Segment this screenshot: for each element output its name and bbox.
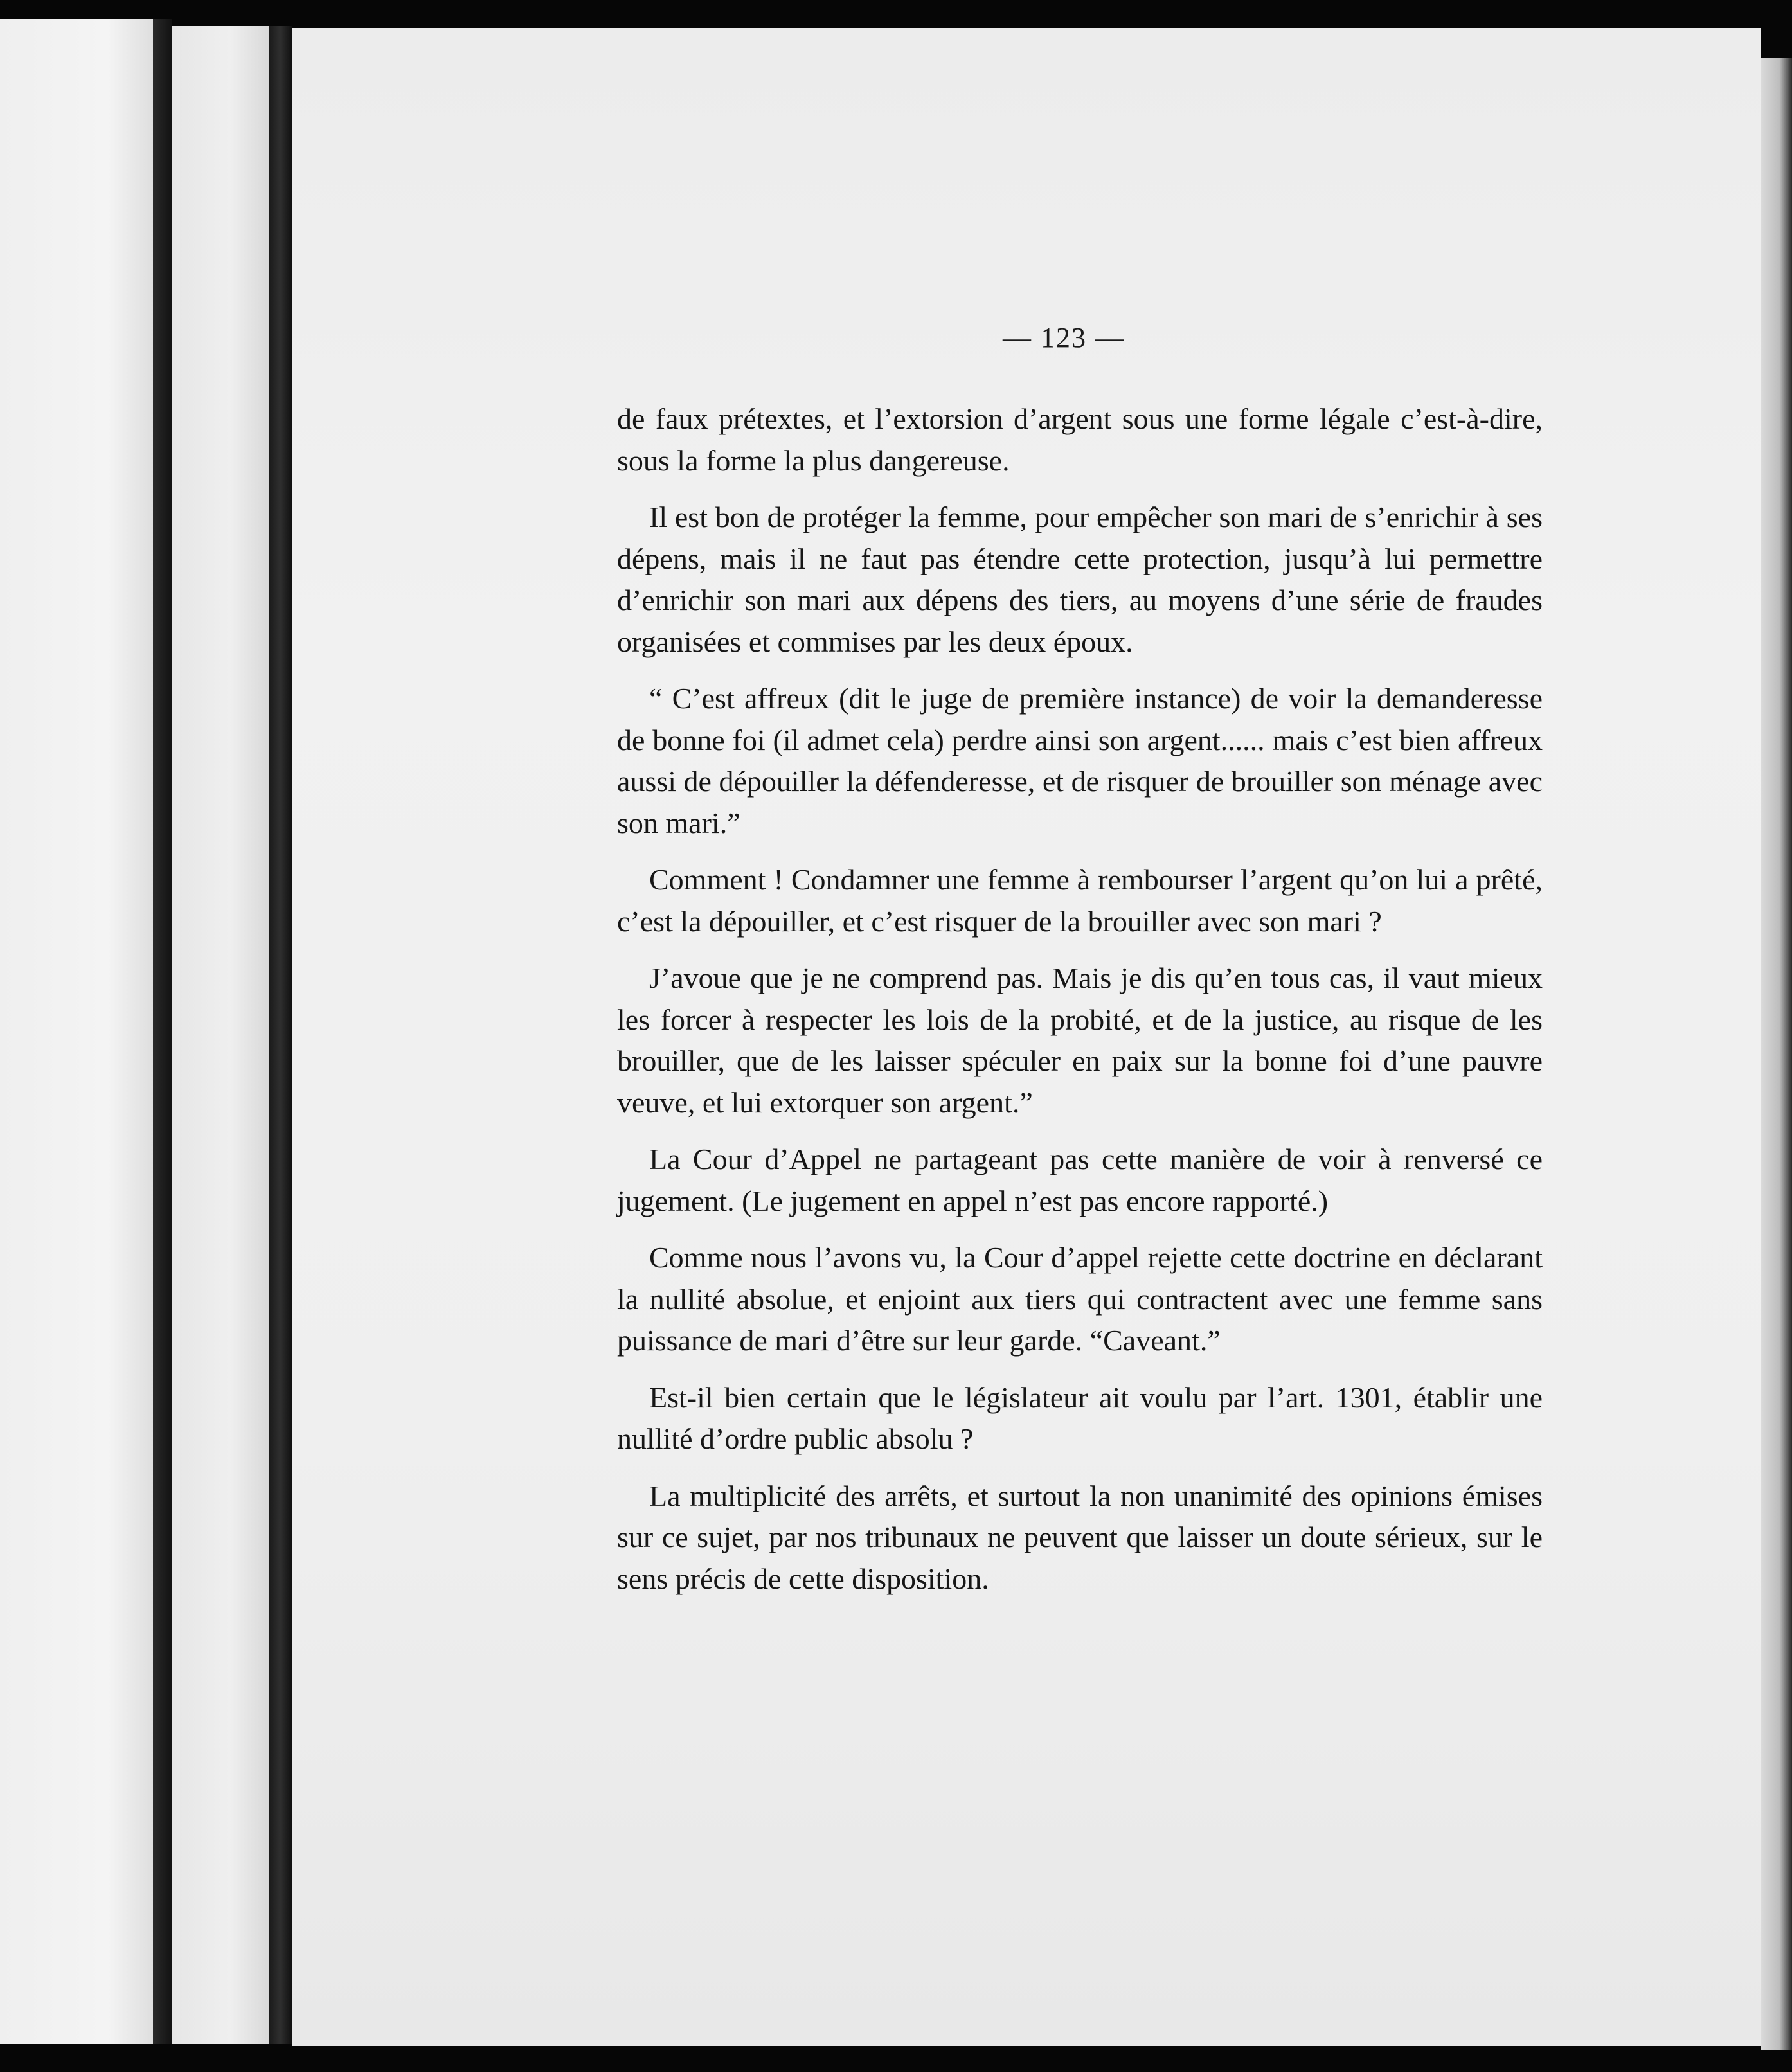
- paragraph: Il est bon de protéger la femme, pour empêcher son mari de s’enrichir à ses dépens, mais il ne faut pas étendre cette protection, jusqu’à lui permettre d’enrichir son mari aux dépens des tiers, au moyens d’une série de fraudes organisées et commises par les deux époux.: [617, 501, 1543, 658]
- paragraph: Comment ! Condamner une femme à rembourser l’argent qu’on lui a prêté, c’est la dépouiller, et c’est risquer de la brouiller avec son mari ?: [617, 863, 1543, 938]
- paragraph: Est-il bien certain que le législateur ait voulu par l’art. 1301, établir une nullité d’ordre public absolu ?: [617, 1380, 1543, 1455]
- page-body-text: [617, 398, 1543, 1615]
- binding-stub: [172, 26, 269, 2044]
- paragraph: “ C’est affreux (dit le juge de première instance) de voir la demanderesse de bonne foi (il admet cela) perdre ainsi son argent...... mais c’est bien affreux aussi de dépouiller la défenderesse, et de risquer de brouiller son ménage avec son mari.”: [617, 682, 1543, 839]
- binding-gutter: [269, 26, 292, 2044]
- paragraph: de faux prétextes, et l’extorsion d’argent sous une forme légale c’est-à-dire, sous la forme la plus dangereuse.: [617, 402, 1543, 477]
- left-page-edge-shadow: [153, 19, 172, 2044]
- right-page-edge: [1761, 58, 1792, 2050]
- paragraph: La multiplicité des arrêts, et surtout la non unanimité des opinions émises sur ce sujet, par nos tribunaux ne peuvent que laisser un doute sérieux, sur le sens précis de cette disposition.: [617, 1479, 1543, 1595]
- paragraph: La Cour d’Appel ne partageant pas cette manière de voir à renversé ce jugement. (Le jugement en appel n’est pas encore rapporté.): [617, 1143, 1543, 1217]
- left-facing-page: [0, 19, 154, 2044]
- paragraph: Comme nous l’avons vu, la Cour d’appel rejette cette doctrine en déclarant la nullité absolue, et enjoint aux tiers qui contractent avec une femme sans puissance de mari d’être sur leur garde. “Caveant.”: [617, 1241, 1543, 1357]
- paragraph: J’avoue que je ne comprend pas. Mais je dis qu’en tous cas, il vaut mieux les forcer à respecter les lois de la probité, et de la justice, au risque de les brouiller, que de les laisser spéculer en paix sur la bonne foi d’une pauvre veuve, et lui extorquer son argent.”: [617, 961, 1543, 1119]
- page-number: — 123 —: [1003, 322, 1125, 353]
